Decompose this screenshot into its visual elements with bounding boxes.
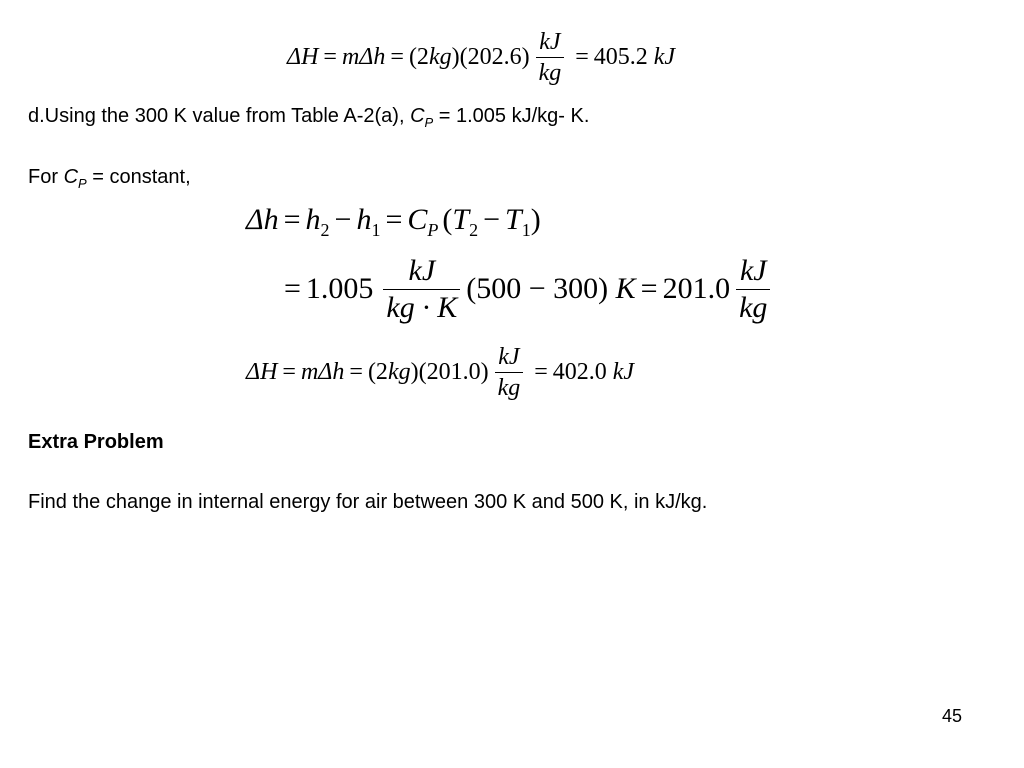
eq1-equals: =	[323, 44, 337, 70]
eq1-frac-den: kg	[536, 57, 565, 85]
eq3-res-frac-den: kg	[736, 289, 770, 323]
eq2-cp-sub: P	[427, 220, 439, 240]
eq2-minus: −	[334, 203, 352, 236]
eq4-value: (201.0)	[418, 359, 489, 385]
eq2-T1: T	[505, 203, 522, 236]
eq2-open: (	[442, 203, 453, 236]
eq1-mass-open: (2	[408, 44, 429, 70]
eq2-delta-h: Δh	[246, 203, 279, 236]
eq4-delta-H: ΔH	[246, 359, 278, 385]
eq1-result-unit: kJ	[653, 44, 676, 70]
eq1-m-delta-h: mΔh	[341, 44, 386, 70]
eq2-h1: h	[356, 203, 372, 236]
eq1-delta-H: ΔH	[287, 44, 319, 70]
line-for-cp-symbol: C	[63, 166, 79, 188]
eq2-T2: T	[452, 203, 470, 236]
eq3-result: 201.0	[662, 272, 731, 305]
eq4-equals: =	[282, 359, 296, 385]
eq1-equals-2: =	[390, 44, 404, 70]
eq4-m-delta-h: mΔh	[300, 359, 345, 385]
eq2-equals: =	[283, 203, 301, 236]
line-d-cp-symbol: C	[410, 105, 425, 127]
eq4-equals-2: =	[349, 359, 363, 385]
eq1-mass-close: )	[451, 44, 460, 70]
eq3-equals: =	[284, 272, 301, 305]
eq2-minus-2: −	[483, 203, 500, 236]
line-for-cp-subscript: P	[78, 176, 87, 191]
eq3-res-frac-num: kJ	[739, 253, 767, 287]
line-d-prefix: d.Using the 300 K value from Table A-2(a),	[28, 105, 411, 127]
page-number: 45	[941, 706, 962, 726]
eq3-cp-value: 1.005	[305, 272, 374, 305]
equation-delta-h-value	[284, 250, 776, 328]
eq4-frac-num: kJ	[498, 343, 520, 370]
eq2-T1-sub: 1	[521, 220, 531, 240]
line-d-suffix: = 1.005 kJ/kg- K.	[433, 105, 590, 127]
eq3-K: K	[615, 272, 636, 305]
text-line-d	[28, 104, 589, 128]
eq2-h1-sub: 1	[371, 220, 381, 240]
eq4-result: 402.0	[552, 359, 607, 385]
eq2-cp: C	[407, 203, 428, 236]
equation-delta-h-definition	[246, 200, 541, 240]
line-d-cp-subscript: P	[424, 115, 434, 130]
line-for-cp	[63, 166, 87, 191]
eq2-h2: h	[305, 203, 321, 236]
text-line-for	[28, 165, 191, 189]
eq1-equals-3: =	[575, 44, 589, 70]
eq3-fraction	[383, 253, 460, 324]
eq1-value: (202.6)	[459, 44, 530, 70]
eq2-equals-2: =	[385, 203, 403, 236]
eq4-equals-3: =	[534, 359, 548, 385]
extra-problem-heading: Extra Problem	[28, 431, 164, 453]
line-d-cp	[410, 105, 434, 130]
equation-enthalpy-change-2	[246, 336, 634, 408]
eq3-frac-den: kg · K	[383, 289, 460, 323]
eq3-temps: (500 − 300)	[466, 272, 609, 305]
extra-problem-question: Find the change in internal energy for air between 300 K and 500 K, in kJ/kg.	[28, 491, 708, 513]
eq2-T2-sub: 2	[469, 220, 479, 240]
line-for-prefix: For	[28, 166, 64, 188]
line-for-suffix: = constant,	[86, 166, 191, 188]
eq1-fraction	[536, 30, 565, 85]
eq4-frac-den: kg	[495, 372, 524, 400]
eq4-result-unit: kJ	[612, 359, 635, 385]
eq1-mass-unit: kg	[428, 44, 452, 70]
eq3-equals-2: =	[640, 272, 658, 305]
eq3-result-fraction	[736, 253, 770, 324]
eq1-frac-num: kJ	[539, 28, 561, 55]
eq2-close: )	[530, 203, 541, 236]
eq1-result: 405.2	[593, 44, 648, 70]
eq4-mass-open: (2	[367, 359, 388, 385]
equation-enthalpy-change-1	[287, 22, 675, 92]
eq4-mass-close: )	[410, 359, 419, 385]
eq2-h2-sub: 2	[320, 220, 330, 240]
eq3-frac-num: kJ	[408, 253, 436, 287]
eq4-fraction	[495, 345, 524, 400]
eq4-mass-unit: kg	[387, 359, 411, 385]
